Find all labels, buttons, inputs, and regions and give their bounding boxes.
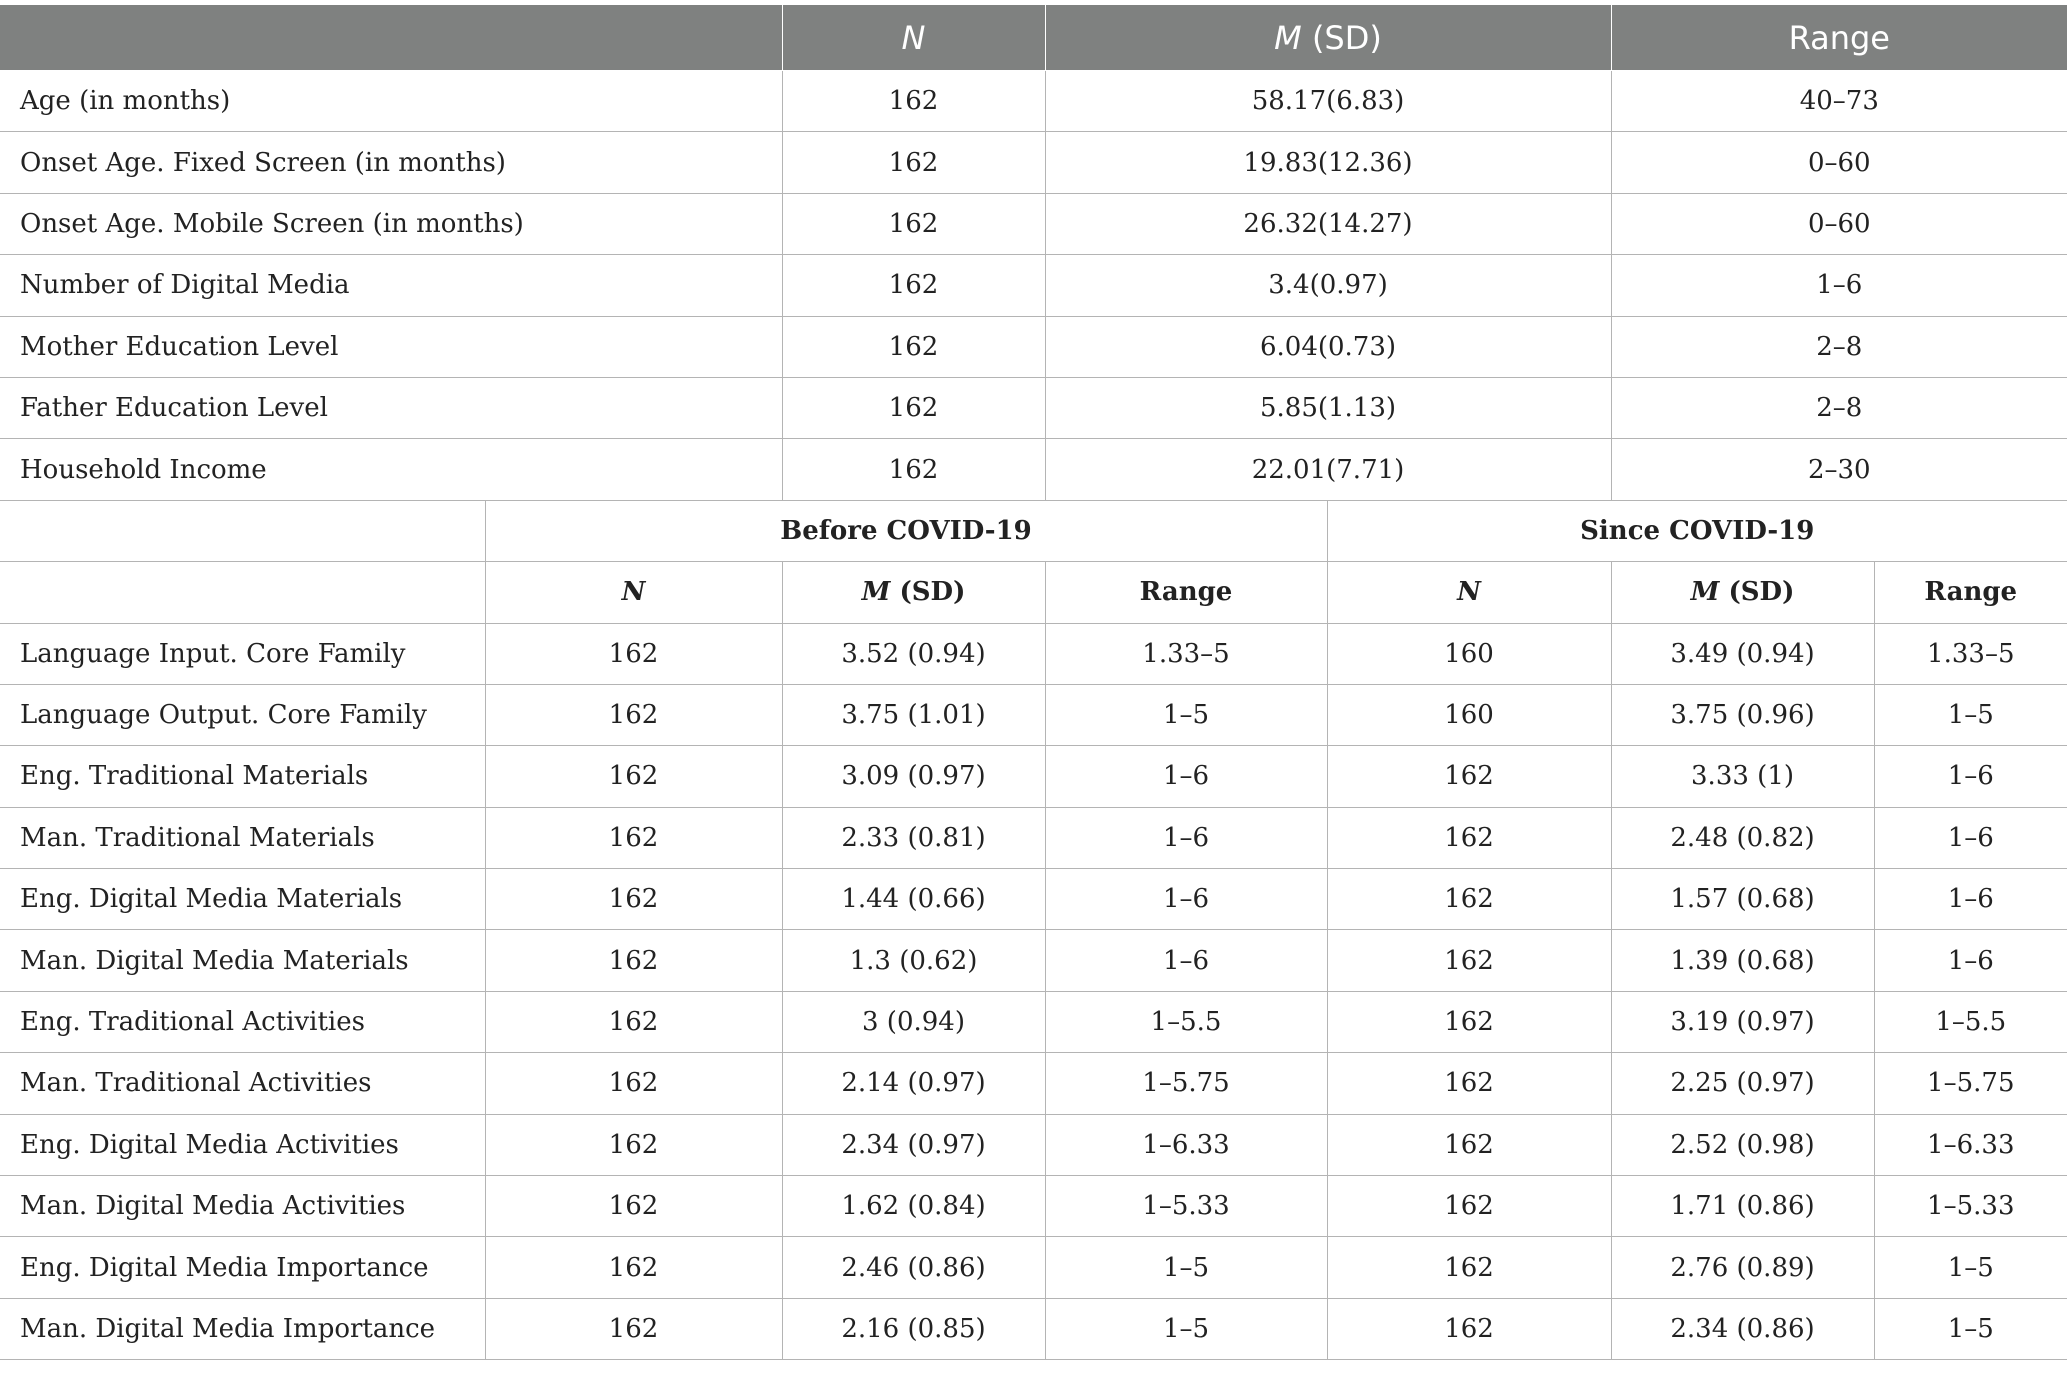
cell-since-range: 1–5.75 (1874, 1053, 2067, 1114)
cell-n: 162 (782, 377, 1045, 438)
cell-before-msd: 2.14 (0.97) (782, 1053, 1045, 1114)
cell-since-n: 162 (1327, 1176, 1611, 1237)
row-label: Eng. Traditional Activities (0, 991, 485, 1052)
cell-before-msd: 2.46 (0.86) (782, 1237, 1045, 1298)
header-blank-cell (0, 6, 782, 71)
cell-before-msd: 1.62 (0.84) (782, 1176, 1045, 1237)
table-row (0, 623, 2067, 684)
cell-before-n: 162 (485, 1237, 782, 1298)
subheader-n-text: N (621, 577, 646, 608)
cell-before-range: 1–6 (1045, 746, 1327, 807)
cell-range: 1–6 (1611, 255, 2067, 316)
table-header-row (0, 6, 2067, 71)
cell-since-msd: 2.48 (0.82) (1611, 807, 1874, 868)
cell-before-n: 162 (485, 1053, 782, 1114)
subheader-before-msd (782, 562, 1045, 623)
cell-n: 162 (782, 71, 1045, 132)
header-msd-m: M (1274, 19, 1302, 57)
cell-range: 2–8 (1611, 377, 2067, 438)
table-row (0, 930, 2067, 991)
group-blank-cell (0, 500, 485, 561)
row-label: Eng. Digital Media Importance (0, 1237, 485, 1298)
cell-range: 0–60 (1611, 132, 2067, 193)
cell-since-range: 1–6 (1874, 807, 2067, 868)
row-label: Man. Traditional Materials (0, 807, 485, 868)
cell-before-msd: 2.33 (0.81) (782, 807, 1045, 868)
cell-since-n: 162 (1327, 746, 1611, 807)
cell-before-range: 1–5.75 (1045, 1053, 1327, 1114)
table-row (0, 1298, 2067, 1359)
subheader-msd-sd: (SD) (899, 577, 966, 608)
cell-n: 162 (782, 316, 1045, 377)
cell-msd: 19.83(12.36) (1045, 132, 1611, 193)
table-row (0, 807, 2067, 868)
cell-since-range: 1–6 (1874, 869, 2067, 930)
cell-before-range: 1–6 (1045, 807, 1327, 868)
cell-since-n: 162 (1327, 1237, 1611, 1298)
subheader-row (0, 562, 2067, 623)
table-row (0, 193, 2067, 254)
cell-since-n: 162 (1327, 1053, 1611, 1114)
cell-before-msd: 2.16 (0.85) (782, 1298, 1045, 1359)
cell-range: 2–8 (1611, 316, 2067, 377)
cell-since-msd: 2.25 (0.97) (1611, 1053, 1874, 1114)
cell-since-msd: 3.19 (0.97) (1611, 991, 1874, 1052)
cell-since-range: 1–5 (1874, 1298, 2067, 1359)
cell-before-n: 162 (485, 1114, 782, 1175)
group-header-row (0, 500, 2067, 561)
row-label: Number of Digital Media (0, 255, 782, 316)
row-label: Eng. Digital Media Activities (0, 1114, 485, 1175)
table-row (0, 991, 2067, 1052)
cell-msd: 26.32(14.27) (1045, 193, 1611, 254)
cell-since-range: 1–5.33 (1874, 1176, 2067, 1237)
cell-before-range: 1–5 (1045, 684, 1327, 745)
cell-since-n: 160 (1327, 684, 1611, 745)
cell-since-msd: 3.33 (1) (1611, 746, 1874, 807)
row-label: Household Income (0, 439, 782, 500)
cell-n: 162 (782, 132, 1045, 193)
cell-before-msd: 3.75 (1.01) (782, 684, 1045, 745)
cell-since-n: 162 (1327, 1114, 1611, 1175)
cell-before-n: 162 (485, 807, 782, 868)
cell-since-range: 1–5.5 (1874, 991, 2067, 1052)
cell-msd: 6.04(0.73) (1045, 316, 1611, 377)
cell-since-range: 1–6 (1874, 746, 2067, 807)
cell-before-n: 162 (485, 869, 782, 930)
cell-before-msd: 2.34 (0.97) (782, 1114, 1045, 1175)
row-label: Language Output. Core Family (0, 684, 485, 745)
cell-before-range: 1–6 (1045, 869, 1327, 930)
row-label: Man. Digital Media Activities (0, 1176, 485, 1237)
cell-since-msd: 3.49 (0.94) (1611, 623, 1874, 684)
cell-before-msd: 3.52 (0.94) (782, 623, 1045, 684)
table-row (0, 1053, 2067, 1114)
cell-since-range: 1–6 (1874, 930, 2067, 991)
cell-since-msd: 2.76 (0.89) (1611, 1237, 1874, 1298)
table-row (0, 1114, 2067, 1175)
cell-since-msd: 1.57 (0.68) (1611, 869, 1874, 930)
cell-n: 162 (782, 439, 1045, 500)
cell-before-range: 1–5.5 (1045, 991, 1327, 1052)
row-label: Mother Education Level (0, 316, 782, 377)
cell-before-range: 1–5 (1045, 1237, 1327, 1298)
subheader-msd-sd: (SD) (1728, 577, 1795, 608)
cell-before-msd: 3 (0.94) (782, 991, 1045, 1052)
subheader-since-n (1327, 562, 1611, 623)
cell-since-n: 162 (1327, 930, 1611, 991)
cell-before-range: 1.33–5 (1045, 623, 1327, 684)
table-row (0, 869, 2067, 930)
table-row (0, 316, 2067, 377)
table-row (0, 71, 2067, 132)
subheader-since-msd (1611, 562, 1874, 623)
table-row (0, 132, 2067, 193)
subheader-n-text: N (1457, 577, 1481, 608)
row-label: Man. Traditional Activities (0, 1053, 485, 1114)
table-row (0, 439, 2067, 500)
cell-before-n: 162 (485, 1176, 782, 1237)
cell-since-range: 1–5 (1874, 684, 2067, 745)
subheader-before-n (485, 562, 782, 623)
cell-before-n: 162 (485, 623, 782, 684)
descriptive-statistics-table (0, 5, 2067, 1360)
cell-since-range: 1–6.33 (1874, 1114, 2067, 1175)
table-row (0, 684, 2067, 745)
cell-msd: 22.01(7.71) (1045, 439, 1611, 500)
cell-n: 162 (782, 255, 1045, 316)
cell-msd: 5.85(1.13) (1045, 377, 1611, 438)
row-label: Man. Digital Media Importance (0, 1298, 485, 1359)
group-since-covid: Since COVID-19 (1327, 500, 2067, 561)
subheader-msd-m: M (1690, 577, 1720, 608)
cell-since-n: 162 (1327, 869, 1611, 930)
cell-range: 40–73 (1611, 71, 2067, 132)
cell-before-range: 1–5 (1045, 1298, 1327, 1359)
table-row (0, 1176, 2067, 1237)
cell-before-range: 1–6.33 (1045, 1114, 1327, 1175)
subheader-msd-m: M (861, 577, 891, 608)
cell-since-msd: 1.39 (0.68) (1611, 930, 1874, 991)
row-label: Father Education Level (0, 377, 782, 438)
cell-since-n: 160 (1327, 623, 1611, 684)
row-label: Eng. Digital Media Materials (0, 869, 485, 930)
header-n-text: N (901, 19, 926, 57)
subheader-before-range: Range (1045, 562, 1327, 623)
cell-since-range: 1–5 (1874, 1237, 2067, 1298)
row-label: Age (in months) (0, 71, 782, 132)
cell-before-msd: 1.3 (0.62) (782, 930, 1045, 991)
cell-since-range: 1.33–5 (1874, 623, 2067, 684)
row-label: Language Input. Core Family (0, 623, 485, 684)
subheader-since-range: Range (1874, 562, 2067, 623)
cell-before-range: 1–6 (1045, 930, 1327, 991)
cell-before-range: 1–5.33 (1045, 1176, 1327, 1237)
cell-before-msd: 3.09 (0.97) (782, 746, 1045, 807)
cell-before-msd: 1.44 (0.66) (782, 869, 1045, 930)
cell-before-n: 162 (485, 1298, 782, 1359)
cell-since-msd: 2.52 (0.98) (1611, 1114, 1874, 1175)
row-label: Onset Age. Fixed Screen (in months) (0, 132, 782, 193)
cell-range: 2–30 (1611, 439, 2067, 500)
cell-range: 0–60 (1611, 193, 2067, 254)
row-label: Onset Age. Mobile Screen (in months) (0, 193, 782, 254)
cell-msd: 58.17(6.83) (1045, 71, 1611, 132)
table-row (0, 1237, 2067, 1298)
subheader-blank-cell (0, 562, 485, 623)
cell-since-n: 162 (1327, 991, 1611, 1052)
cell-msd: 3.4(0.97) (1045, 255, 1611, 316)
cell-n: 162 (782, 193, 1045, 254)
cell-since-n: 162 (1327, 1298, 1611, 1359)
cell-since-msd: 2.34 (0.86) (1611, 1298, 1874, 1359)
table-row (0, 377, 2067, 438)
header-n (782, 6, 1045, 71)
cell-before-n: 162 (485, 991, 782, 1052)
table-row (0, 255, 2067, 316)
header-msd-sd: (SD) (1311, 19, 1382, 57)
header-msd (1045, 6, 1611, 71)
header-range: Range (1611, 6, 2067, 71)
group-before-covid: Before COVID-19 (485, 500, 1327, 561)
table-row (0, 746, 2067, 807)
cell-since-n: 162 (1327, 807, 1611, 868)
row-label: Eng. Traditional Materials (0, 746, 485, 807)
cell-before-n: 162 (485, 746, 782, 807)
cell-before-n: 162 (485, 930, 782, 991)
cell-since-msd: 3.75 (0.96) (1611, 684, 1874, 745)
cell-before-n: 162 (485, 684, 782, 745)
row-label: Man. Digital Media Materials (0, 930, 485, 991)
cell-since-msd: 1.71 (0.86) (1611, 1176, 1874, 1237)
